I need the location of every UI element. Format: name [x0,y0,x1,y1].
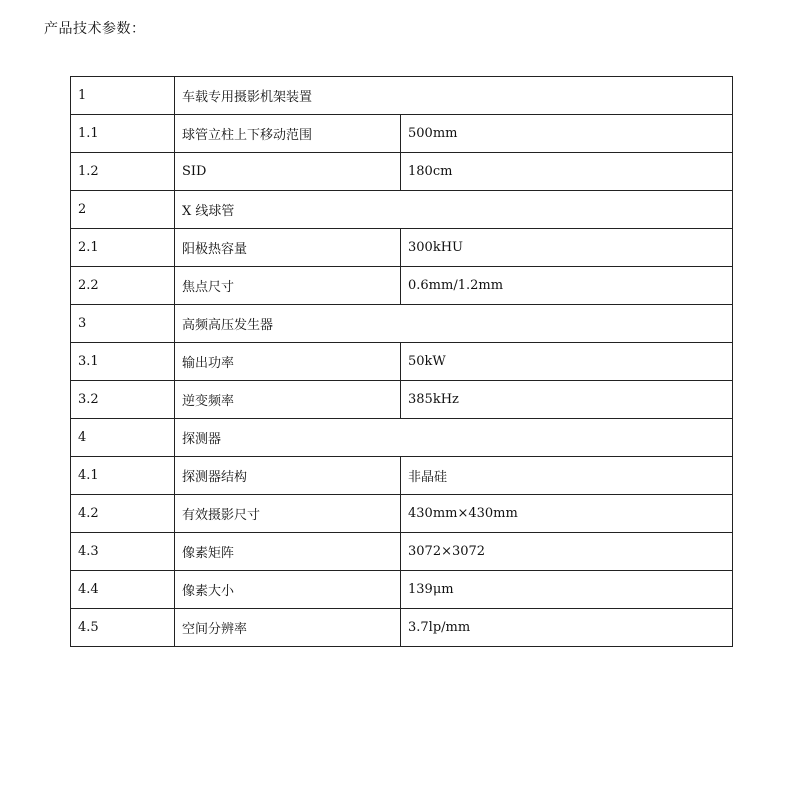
item-number: 4.5 [71,609,175,647]
table-row [71,571,733,609]
parameter-name: 输出功率 [175,343,401,381]
parameter-name: 焦点尺寸 [175,267,401,305]
parameter-value: 139μm [401,571,733,609]
item-number: 4.2 [71,495,175,533]
item-number: 1.2 [71,153,175,191]
table-row [71,153,733,191]
section-title: 高频高压发生器 [175,305,733,343]
table-row [71,77,733,115]
item-number: 3.1 [71,343,175,381]
parameter-value: 非晶硅 [401,457,733,495]
parameter-value: 500mm [401,115,733,153]
parameter-name: SID [175,153,401,191]
table-row [71,381,733,419]
item-number: 4.3 [71,533,175,571]
parameter-name: 像素矩阵 [175,533,401,571]
parameter-value: 0.6mm/1.2mm [401,267,733,305]
parameter-value: 300kHU [401,229,733,267]
item-number: 3.2 [71,381,175,419]
table-row [71,457,733,495]
parameter-value: 3072×3072 [401,533,733,571]
table-row [71,305,733,343]
item-number: 2 [71,191,175,229]
item-number: 4.1 [71,457,175,495]
parameter-name: 像素大小 [175,571,401,609]
parameter-value: 430mm×430mm [401,495,733,533]
table-row [71,343,733,381]
parameter-value: 3.7lp/mm [401,609,733,647]
parameter-name: 探测器结构 [175,457,401,495]
parameter-value: 385kHz [401,381,733,419]
parameter-value: 180cm [401,153,733,191]
parameter-name: 空间分辨率 [175,609,401,647]
item-number: 3 [71,305,175,343]
table-row [71,533,733,571]
parameter-name: 逆变频率 [175,381,401,419]
item-number: 4.4 [71,571,175,609]
parameter-name: 有效摄影尺寸 [175,495,401,533]
table-row [71,191,733,229]
section-title: X 线球管 [175,191,733,229]
item-number: 2.1 [71,229,175,267]
section-title: 探测器 [175,419,733,457]
spec-table [70,76,733,647]
parameter-value: 50kW [401,343,733,381]
parameter-name: 阳极热容量 [175,229,401,267]
parameter-name: 球管立柱上下移动范围 [175,115,401,153]
section-heading: 产品技术参数： [44,21,146,37]
table-row [71,267,733,305]
table-row [71,419,733,457]
section-title: 车载专用摄影机架装置 [175,77,733,115]
table-row [71,229,733,267]
table-row [71,495,733,533]
item-number: 1 [71,77,175,115]
table-row [71,115,733,153]
table-row [71,609,733,647]
item-number: 1.1 [71,115,175,153]
item-number: 4 [71,419,175,457]
item-number: 2.2 [71,267,175,305]
